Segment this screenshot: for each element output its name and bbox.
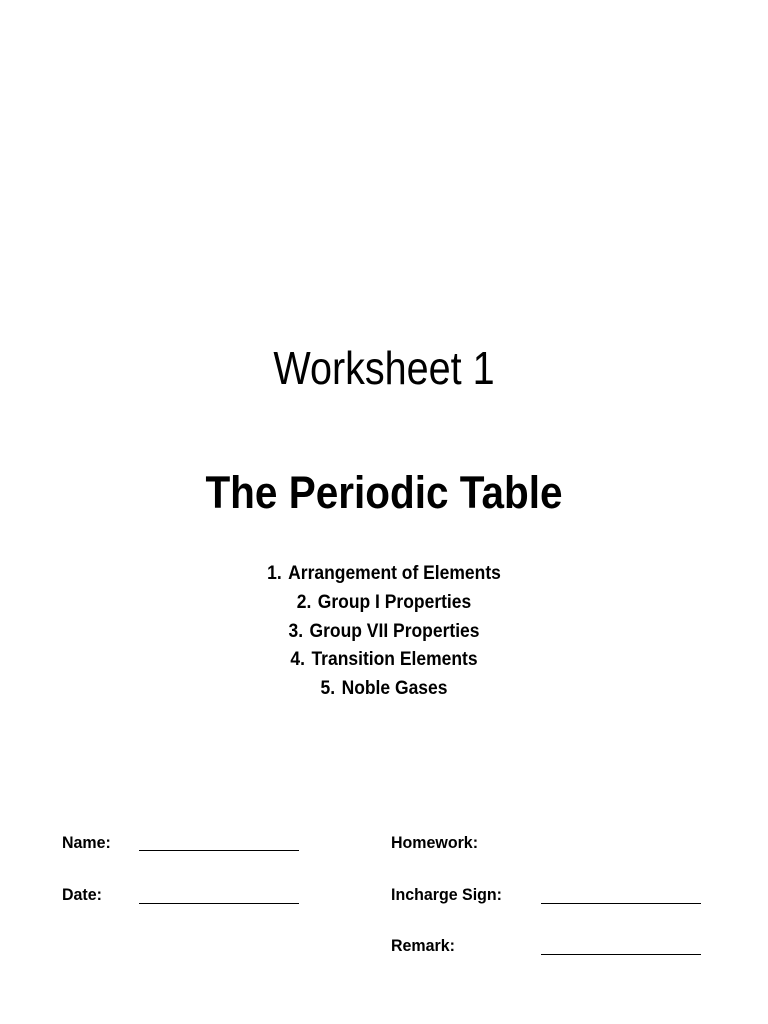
topic-label: Noble Gases [341,678,448,700]
page-title: The Periodic Table [205,467,563,518]
topic-number: 4. [290,649,306,671]
name-field-line[interactable] [139,850,299,851]
topic-item [31,589,738,618]
topic-number: 3. [288,620,304,642]
topic-label: Group I Properties [317,591,472,613]
topic-label: Transition Elements [311,649,478,671]
topic-item [31,646,738,675]
remark-field-line[interactable] [541,954,701,955]
topic-number: 1. [267,563,282,584]
incharge-sign-label: Incharge Sign: [391,885,502,904]
topic-label: Arrangement of Elements [288,563,501,584]
topic-number: 5. [320,678,336,700]
topic-item [31,560,738,589]
date-field-line[interactable] [139,903,299,904]
topic-list [0,560,768,704]
topic-label: Group VII Properties [309,620,480,642]
name-label: Name: [62,833,111,852]
homework-label: Homework: [391,833,479,852]
incharge-sign-field-line[interactable] [541,903,701,904]
remark-label: Remark: [391,936,455,955]
date-label: Date: [62,885,102,904]
worksheet-number: Worksheet 1 [273,342,495,394]
topic-item [31,675,738,704]
topic-item [31,618,738,647]
topic-number: 2. [296,591,312,613]
